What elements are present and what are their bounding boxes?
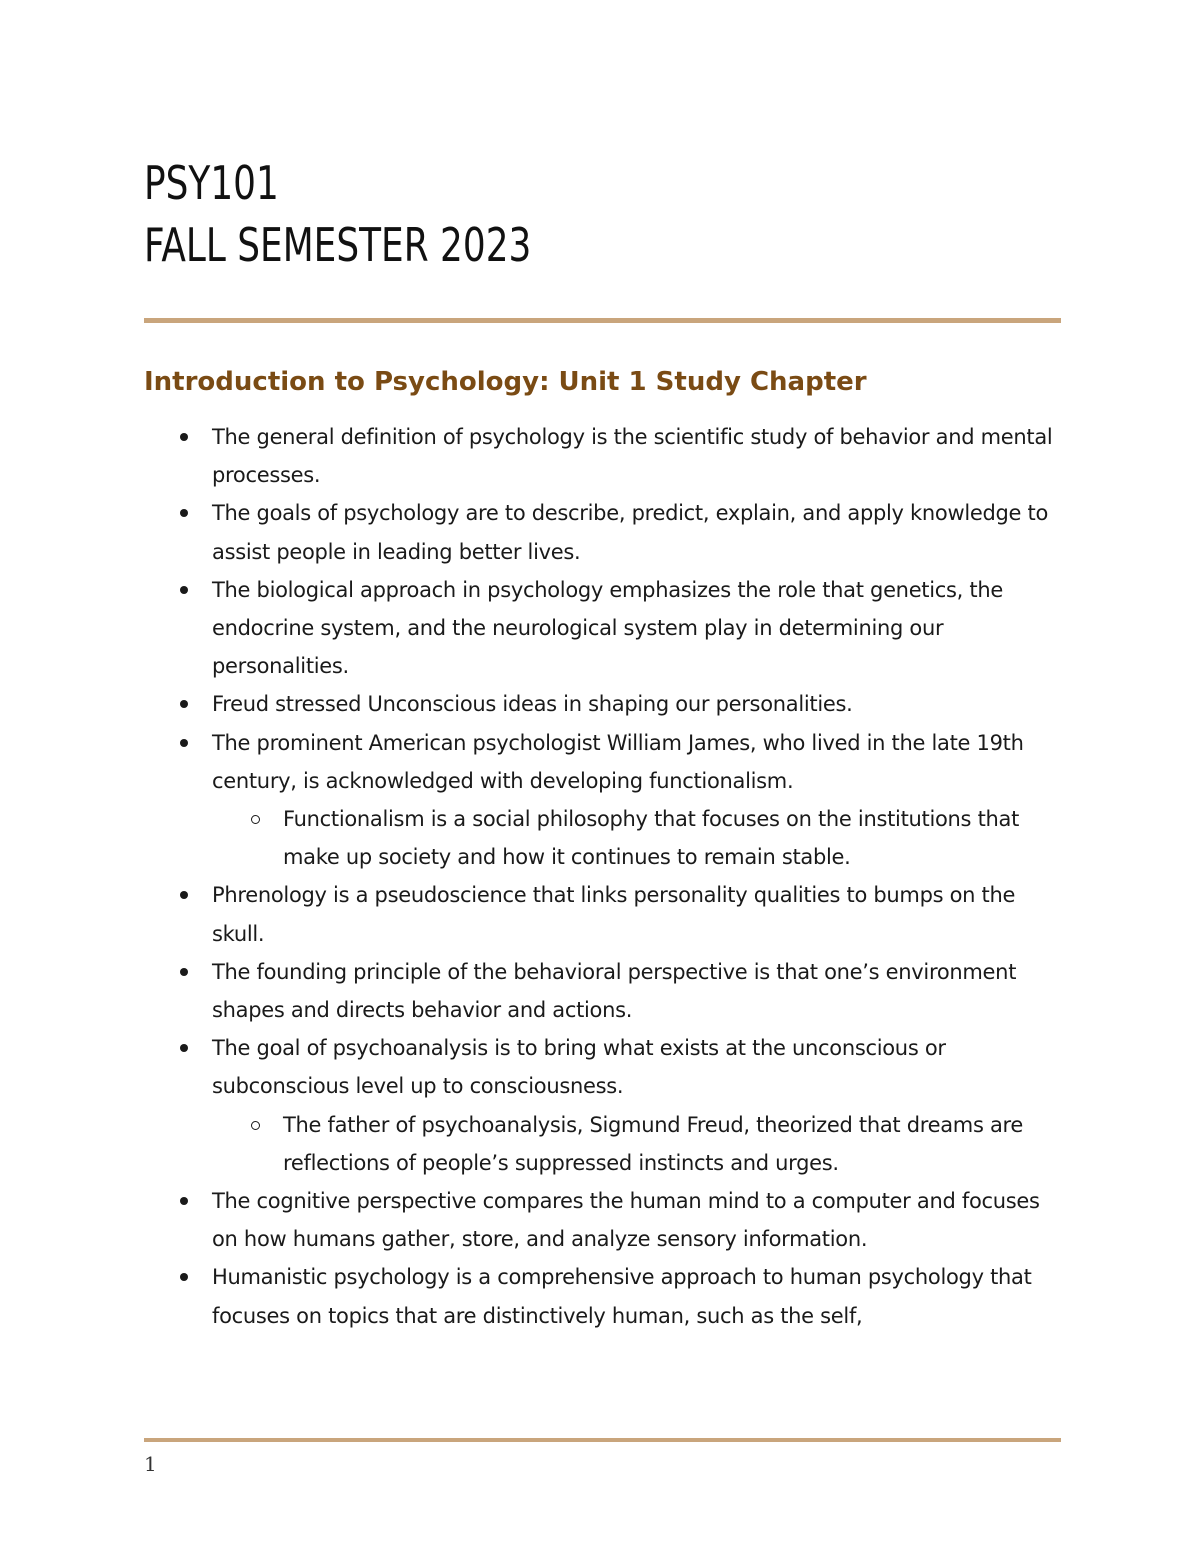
hollow-bullet-icon (251, 815, 260, 824)
list-item (144, 1029, 1061, 1105)
list-item (144, 1258, 1061, 1334)
sub-list-item (144, 1106, 1061, 1182)
list-item (144, 1182, 1061, 1258)
hollow-bullet-icon (251, 1121, 260, 1130)
list-item-text: The founding principle of the behavioral perspective is that one’s environment shapes and directs behavior and actions. (212, 959, 1017, 1023)
bullet-icon (180, 891, 188, 899)
bullet-icon (180, 509, 188, 517)
footer-divider (144, 1438, 1061, 1442)
list-item (144, 876, 1061, 952)
list-item (144, 494, 1061, 570)
bullet-icon (180, 1273, 188, 1281)
list-item (144, 571, 1061, 686)
bullet-icon (180, 739, 188, 747)
semester-label: FALL SEMESTER 2023 (144, 218, 532, 272)
bullet-icon (180, 968, 188, 976)
bullet-icon (180, 1044, 188, 1052)
bullet-icon (180, 433, 188, 441)
list-item (144, 724, 1061, 800)
list-item-text: The prominent American psychologist William James, who lived in the late 19th century, is acknowledged with developing functionalism. (212, 730, 1024, 793)
page-number: 1 (144, 1452, 157, 1476)
list-item-text: The father of psychoanalysis, Sigmund Freud, theorized that dreams are reflections of people’s suppressed instincts and urges. (283, 1112, 1024, 1175)
notes-list (144, 418, 1061, 1335)
list-item (144, 685, 1061, 723)
list-item (144, 418, 1061, 494)
list-item-text: Freud stressed Unconscious ideas in shaping our personalities. (212, 692, 853, 717)
title-divider (144, 318, 1061, 323)
list-item-text: The goals of psychology are to describe, predict, explain, and apply knowledge to assist people in leading better lives. (212, 501, 1049, 564)
list-item-text: The goal of psychoanalysis is to bring what exists at the unconscious or subconscious level up to consciousness. (212, 1036, 946, 1099)
bullet-icon (180, 586, 188, 594)
sub-list-item (144, 800, 1061, 876)
list-item-text: Humanistic psychology is a comprehensive approach to human psychology that focuses on topics that are distinctively human, such as the self, (212, 1265, 1032, 1328)
list-item (144, 953, 1061, 1029)
section-heading: Introduction to Psychology: Unit 1 Study Chapter (144, 367, 867, 397)
list-item-text: Functionalism is a social philosophy that focuses on the institutions that make up society and how it continues to remain stable. (283, 807, 1020, 870)
course-code: PSY101 (144, 156, 279, 210)
document-title (144, 152, 531, 276)
bullet-icon (180, 1197, 188, 1205)
list-item-text: The general definition of psychology is the scientific study of behavior and mental processes. (212, 425, 1053, 488)
bullet-icon (180, 700, 188, 708)
list-item-text: The cognitive perspective compares the human mind to a computer and focuses on how humans gather, store, and analyze sensory information. (212, 1189, 1040, 1252)
list-item-text: The biological approach in psychology emphasizes the role that genetics, the endocrine system, and the neurological system play in determining our personalities. (212, 577, 1003, 679)
list-item-text: Phrenology is a pseudoscience that links personality qualities to bumps on the skull. (212, 883, 1016, 946)
